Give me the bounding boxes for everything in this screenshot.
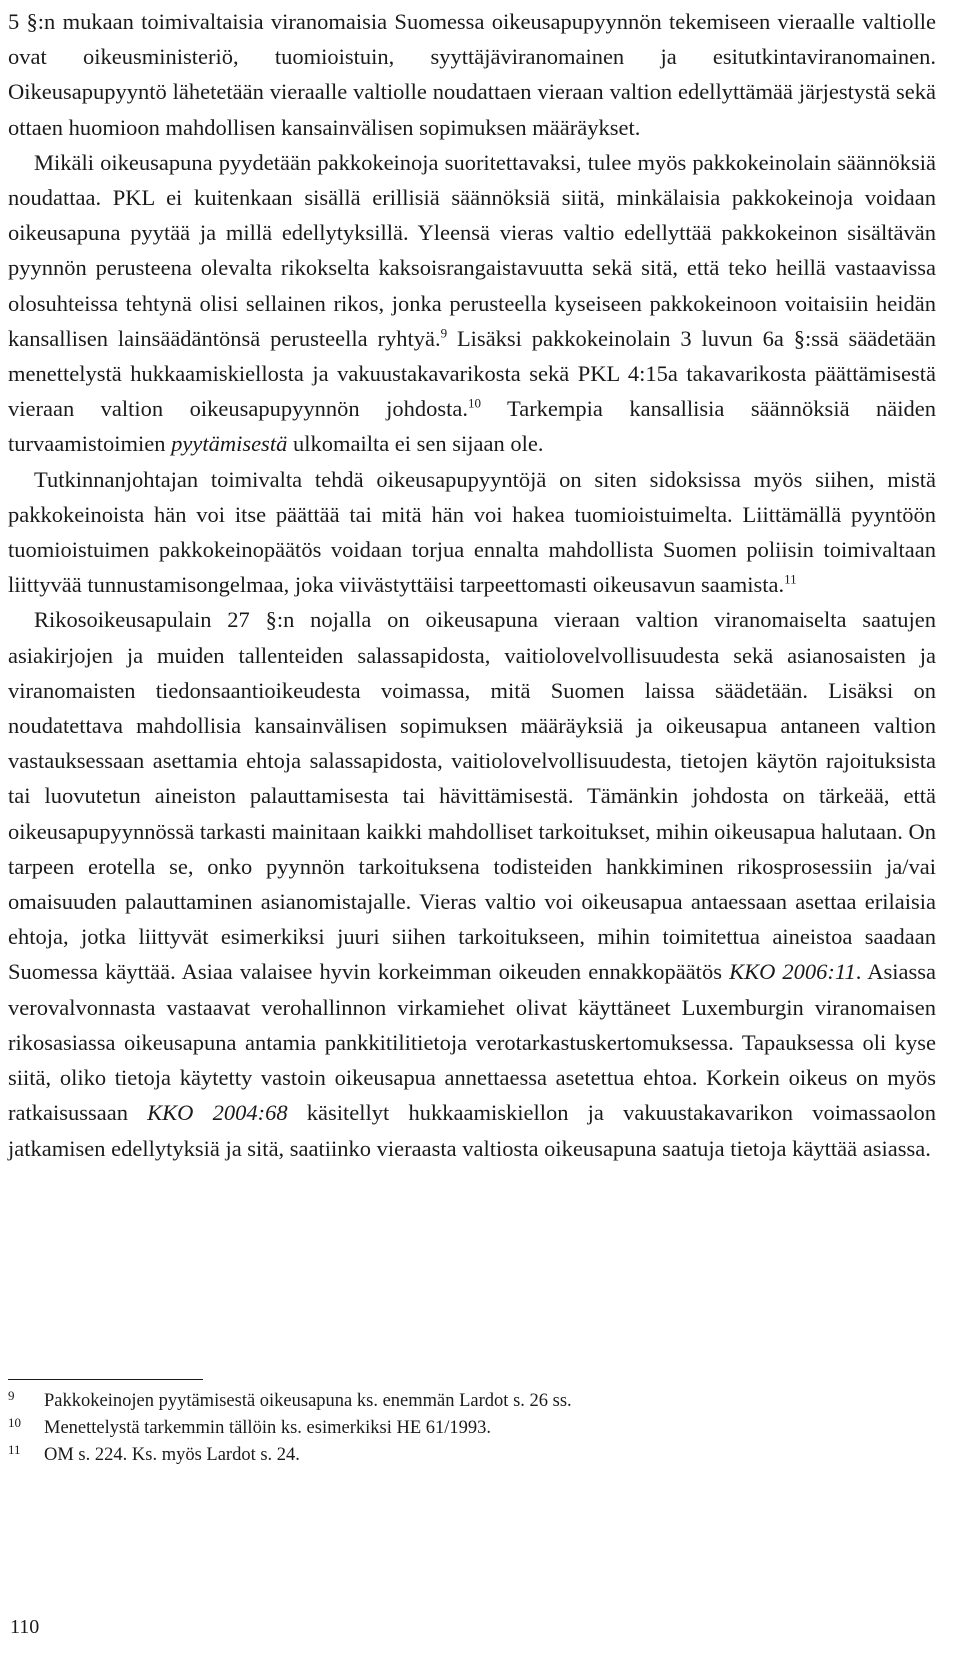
footnote-number: 9 — [8, 1388, 15, 1403]
footnote-text: OM s. 224. Ks. myös Lardot s. 24. — [44, 1445, 300, 1465]
text-run: Mikäli oikeusapuna pyydetään pakkokeinoja suoritettavaksi, tulee myös pakkokeinolain säännöksiä noudattaa. PKL ei kuitenkaan sisällä erillisiä säännöksiä siitä, minkälaisia pakkokeinoja voidaan oikeusapuna pyytää ja millä edellytyksillä. Yleensä vieras valtio edellyttää pakkokeinon sisältävän pyynnön perusteena olevalta rikokselta kaksoisrangaistavuutta sekä sitä, että teko heillä vastaavissa olosuhteissa tehtynä olisi sellainen rikos, jonka perusteella kyseiseen pakkokeinoon voitaisiin heidän kansallisen lainsäädäntönsä perusteella ryhtyä. — [8, 149, 936, 351]
footnotes — [8, 1388, 936, 1469]
paragraph — [8, 462, 936, 603]
text-run: ulkomailta ei sen sijaan ole. — [287, 431, 544, 457]
paragraph — [8, 4, 936, 145]
italic-text: KKO 2004:68 — [147, 1100, 288, 1126]
text-run: käsitellyt hukkaamiskiellon ja vakuustakavarikon voimassaolon jatkamisen edellytyksiä ja sitä, saatiinko vieraasta valtiosta oikeusapuna saatuja tietoja käyttää asiassa. — [8, 1100, 936, 1161]
footnote-number: 10 — [8, 1415, 21, 1430]
footnote-text: Menettelystä tarkemmin tällöin ks. esimerkiksi HE 61/1993. — [44, 1418, 492, 1438]
footnote-divider — [8, 1379, 203, 1380]
text-run: . Asiassa verovalvonnasta vastaavat verohallinnon virkamiehet olivat käyttäneet Luxemburgin viranomaisen rikosasiassa oikeusapuna antamia pankkitilitietoja verotarkastuskertomuksessa. Tapauksessa oli kyse siitä, oliko tietoja käytetty vastoin oikeusapua annettaessa asetettua ehtoa. Korkein oikeus on myös ratkaisussaan — [8, 959, 936, 1126]
text-run: Lisäksi pakkokeinolain 3 luvun 6a §:ssä säädetään menettelystä hukkaamiskiellosta ja vakuustakavarikosta sekä PKL 4:15a takavarikosta päättämisestä vieraan valtion oikeusapupyynnön johdosta. — [8, 325, 937, 422]
paragraph — [8, 145, 936, 462]
text-run: Tarkempia kansallisia säännöksiä näiden turvaamistoimien — [8, 396, 936, 457]
italic-text: KKO 2006:11 — [729, 959, 856, 985]
footnote-ref: 9 — [440, 325, 448, 341]
footnote-ref: 11 — [784, 571, 797, 587]
footnote-text: Pakkokeinojen pyytämisestä oikeusapuna ks. enemmän Lardot s. 26 ss. — [44, 1391, 572, 1411]
footnote — [8, 1388, 936, 1415]
footnote — [8, 1415, 936, 1442]
footnote — [8, 1442, 936, 1469]
footnote-ref: 10 — [467, 395, 481, 411]
paragraph — [8, 602, 936, 1165]
text-run: 5 §:n mukaan toimivaltaisia viranomaisia Suomessa oikeusapupyynnön tekemiseen vieraalle valtiolle ovat oikeusministeriö, tuomioistuin, syyttäjäviranomainen ja esitutkintaviranomainen. Oikeusapupyyntö lähetetään vieraalle valtiolle noudattaen vieraan valtion edellyttämää järjestystä sekä ottaen huomioon mahdollisen kansainvälisen sopimuksen määräykset. — [8, 9, 936, 140]
footnote-number: 11 — [8, 1442, 21, 1457]
page-number: 110 — [10, 1616, 40, 1638]
body-text — [8, 4, 936, 1166]
text-run: Rikosoikeusapulain 27 §:n nojalla on oikeusapuna vieraan valtion viranomaiselta saatujen asiakirjojen ja muiden tallenteiden salassapidosta, vaitiolovelvollisuudesta sekä asianosaisten ja viranomaisten tiedonsaantioikeudesta voimassa, mitä Suomen laissa säädetään. Lisäksi on noudatettava mahdollisia kansainvälisen sopimuksen määräyksiä ja oikeusapua antaneen valtion vastauksessaan asettamia ehtoja salassapidosta, vaitiolovelvollisuudesta, tietojen käytön rajoituksista tai luovutetun aineiston palauttamisesta tai hävittämisestä. Tämänkin johdosta on tärkeää, että oikeusapupyynnössä tarkasti mainitaan kaikki mahdolliset tarkoitukset, mihin oikeusapua halutaan. On tarpeen erotella se, onko pyynnön tarkoituksena todisteiden hankkiminen rikosprosessiin ja/vai omaisuuden palauttaminen asianomistajalle. Vieras valtio voi oikeusapua antaessaan asettaa erilaisia ehtoja, jotka liittyvät esimerkiksi juuri siihen tarkoitukseen, mihin toimitettua aineistoa saadaan Suomessa käyttää. Asiaa valaisee hyvin korkeimman oikeuden ennakkopäätös — [8, 607, 936, 985]
text-run: Tutkinnanjohtajan toimivalta tehdä oikeusapupyyntöjä on siten sidoksissa myös siihen, mistä pakkokeinoista hän voi itse päättää tai mitä hän voi hakea tuomioistuimelta. Liittämällä pyyntöön tuomioistuimen pakkokeinopäätös voidaan torjua ennalta mahdollista Suomen poliisin toimivaltaan liittyvää tunnustamisongelmaa, joka viivästyttäisi tarpeettomasti oikeusavun saamista. — [8, 466, 936, 598]
italic-text: pyytämisestä — [171, 431, 288, 457]
